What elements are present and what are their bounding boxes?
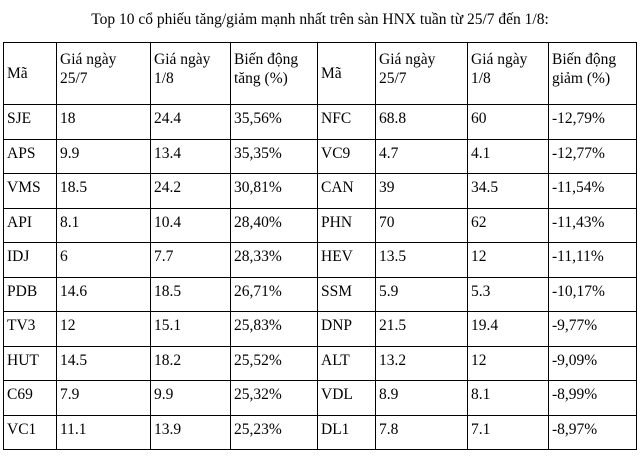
table-row <box>4 381 637 416</box>
table-row <box>4 346 637 381</box>
table-row <box>4 277 637 312</box>
loss-code-cell: ALT <box>318 346 376 381</box>
gain-price-start-cell: 14.5 <box>57 346 151 381</box>
gain-change-cell: 25,83% <box>231 312 318 347</box>
gain-price-start-cell: 11.1 <box>57 415 151 450</box>
loss-price-start-cell: 13.5 <box>376 243 468 278</box>
gain-price-end-cell: 18.5 <box>151 277 231 312</box>
gain-price-start-cell: 14.6 <box>57 277 151 312</box>
loss-price-start-cell: 8.9 <box>376 381 468 416</box>
loss-change-cell: -11,11% <box>549 243 637 278</box>
header-gain-price-start <box>57 43 151 105</box>
loss-code-cell: DL1 <box>318 415 376 450</box>
gain-price-end-cell: 24.4 <box>151 105 231 140</box>
table-row <box>4 415 637 450</box>
header-label: Biến động <box>234 51 299 68</box>
gain-price-end-cell: 13.4 <box>151 139 231 174</box>
gain-change-cell: 25,32% <box>231 381 318 416</box>
loss-change-cell: -11,54% <box>549 174 637 209</box>
loss-change-cell: -11,43% <box>549 208 637 243</box>
header-label: giảm (%) <box>552 70 611 87</box>
header-label: 1/8 <box>471 70 491 87</box>
gain-code-cell: HUT <box>4 346 57 381</box>
loss-price-end-cell: 34.5 <box>468 174 549 209</box>
loss-code-cell: DNP <box>318 312 376 347</box>
loss-price-start-cell: 5.9 <box>376 277 468 312</box>
loss-price-end-cell: 12 <box>468 243 549 278</box>
gain-price-end-cell: 9.9 <box>151 381 231 416</box>
header-label: Giá ngày <box>471 51 528 68</box>
gain-code-cell: VMS <box>4 174 57 209</box>
gain-change-cell: 35,56% <box>231 105 318 140</box>
table-caption: Top 10 cổ phiếu tăng/giảm mạnh nhất trên sàn HNX tuần từ 25/7 đến 1/8: <box>91 11 549 28</box>
header-gain-price-end <box>151 43 231 105</box>
header-label: 1/8 <box>154 70 174 87</box>
header-label: 25/7 <box>60 70 88 87</box>
loss-change-cell: -10,17% <box>549 277 637 312</box>
loss-price-start-cell: 4.7 <box>376 139 468 174</box>
loss-change-cell: -9,09% <box>549 346 637 381</box>
header-label: Biến động <box>552 51 617 68</box>
loss-change-cell: -9,77% <box>549 312 637 347</box>
loss-price-end-cell: 5.3 <box>468 277 549 312</box>
gain-code-cell: IDJ <box>4 243 57 278</box>
header-label: Giá ngày <box>379 51 436 68</box>
header-label: Giá ngày <box>154 51 211 68</box>
gain-code-cell: API <box>4 208 57 243</box>
loss-code-cell: NFC <box>318 105 376 140</box>
loss-price-start-cell: 21.5 <box>376 312 468 347</box>
gain-price-end-cell: 7.7 <box>151 243 231 278</box>
table-row <box>4 174 637 209</box>
gain-change-cell: 30,81% <box>231 174 318 209</box>
gain-change-cell: 26,71% <box>231 277 318 312</box>
loss-price-end-cell: 12 <box>468 346 549 381</box>
header-gain-code: Mã <box>4 43 57 105</box>
header-gain-change <box>231 43 318 105</box>
gain-price-start-cell: 8.1 <box>57 208 151 243</box>
loss-price-end-cell: 7.1 <box>468 415 549 450</box>
gain-price-start-cell: 12 <box>57 312 151 347</box>
gain-price-start-cell: 18 <box>57 105 151 140</box>
gain-change-cell: 28,33% <box>231 243 318 278</box>
gain-price-end-cell: 18.2 <box>151 346 231 381</box>
loss-code-cell: VDL <box>318 381 376 416</box>
loss-price-end-cell: 19.4 <box>468 312 549 347</box>
gain-code-cell: C69 <box>4 381 57 416</box>
gain-change-cell: 35,35% <box>231 139 318 174</box>
loss-code-cell: VC9 <box>318 139 376 174</box>
table-row <box>4 208 637 243</box>
table-row <box>4 139 637 174</box>
loss-price-start-cell: 70 <box>376 208 468 243</box>
loss-price-start-cell: 13.2 <box>376 346 468 381</box>
gain-code-cell: APS <box>4 139 57 174</box>
gain-price-start-cell: 18.5 <box>57 174 151 209</box>
table-row <box>4 312 637 347</box>
header-loss-code: Mã <box>318 43 376 105</box>
loss-code-cell: CAN <box>318 174 376 209</box>
loss-change-cell: -12,79% <box>549 105 637 140</box>
header-loss-price-end <box>468 43 549 105</box>
loss-price-end-cell: 8.1 <box>468 381 549 416</box>
header-row <box>4 43 637 105</box>
gain-price-end-cell: 10.4 <box>151 208 231 243</box>
gain-price-start-cell: 9.9 <box>57 139 151 174</box>
gain-price-end-cell: 13.9 <box>151 415 231 450</box>
loss-change-cell: -12,77% <box>549 139 637 174</box>
header-loss-change <box>549 43 637 105</box>
gain-code-cell: TV3 <box>4 312 57 347</box>
gain-price-end-cell: 15.1 <box>151 312 231 347</box>
loss-change-cell: -8,99% <box>549 381 637 416</box>
loss-price-end-cell: 60 <box>468 105 549 140</box>
gain-change-cell: 25,52% <box>231 346 318 381</box>
gain-price-start-cell: 7.9 <box>57 381 151 416</box>
gain-code-cell: VC1 <box>4 415 57 450</box>
table-row <box>4 105 637 140</box>
header-label: 25/7 <box>379 70 407 87</box>
header-label: Giá ngày <box>60 51 117 68</box>
loss-price-start-cell: 68.8 <box>376 105 468 140</box>
loss-change-cell: -8,97% <box>549 415 637 450</box>
loss-price-start-cell: 7.8 <box>376 415 468 450</box>
gain-price-end-cell: 24.2 <box>151 174 231 209</box>
loss-code-cell: SSM <box>318 277 376 312</box>
header-loss-price-start <box>376 43 468 105</box>
gain-price-start-cell: 6 <box>57 243 151 278</box>
gain-change-cell: 28,40% <box>231 208 318 243</box>
stock-movers-table <box>3 42 637 450</box>
loss-code-cell: HEV <box>318 243 376 278</box>
loss-price-end-cell: 4.1 <box>468 139 549 174</box>
table-row <box>4 243 637 278</box>
loss-price-end-cell: 62 <box>468 208 549 243</box>
gain-code-cell: SJE <box>4 105 57 140</box>
gain-code-cell: PDB <box>4 277 57 312</box>
gain-change-cell: 25,23% <box>231 415 318 450</box>
loss-price-start-cell: 39 <box>376 174 468 209</box>
header-label: tăng (%) <box>234 70 288 87</box>
loss-code-cell: PHN <box>318 208 376 243</box>
